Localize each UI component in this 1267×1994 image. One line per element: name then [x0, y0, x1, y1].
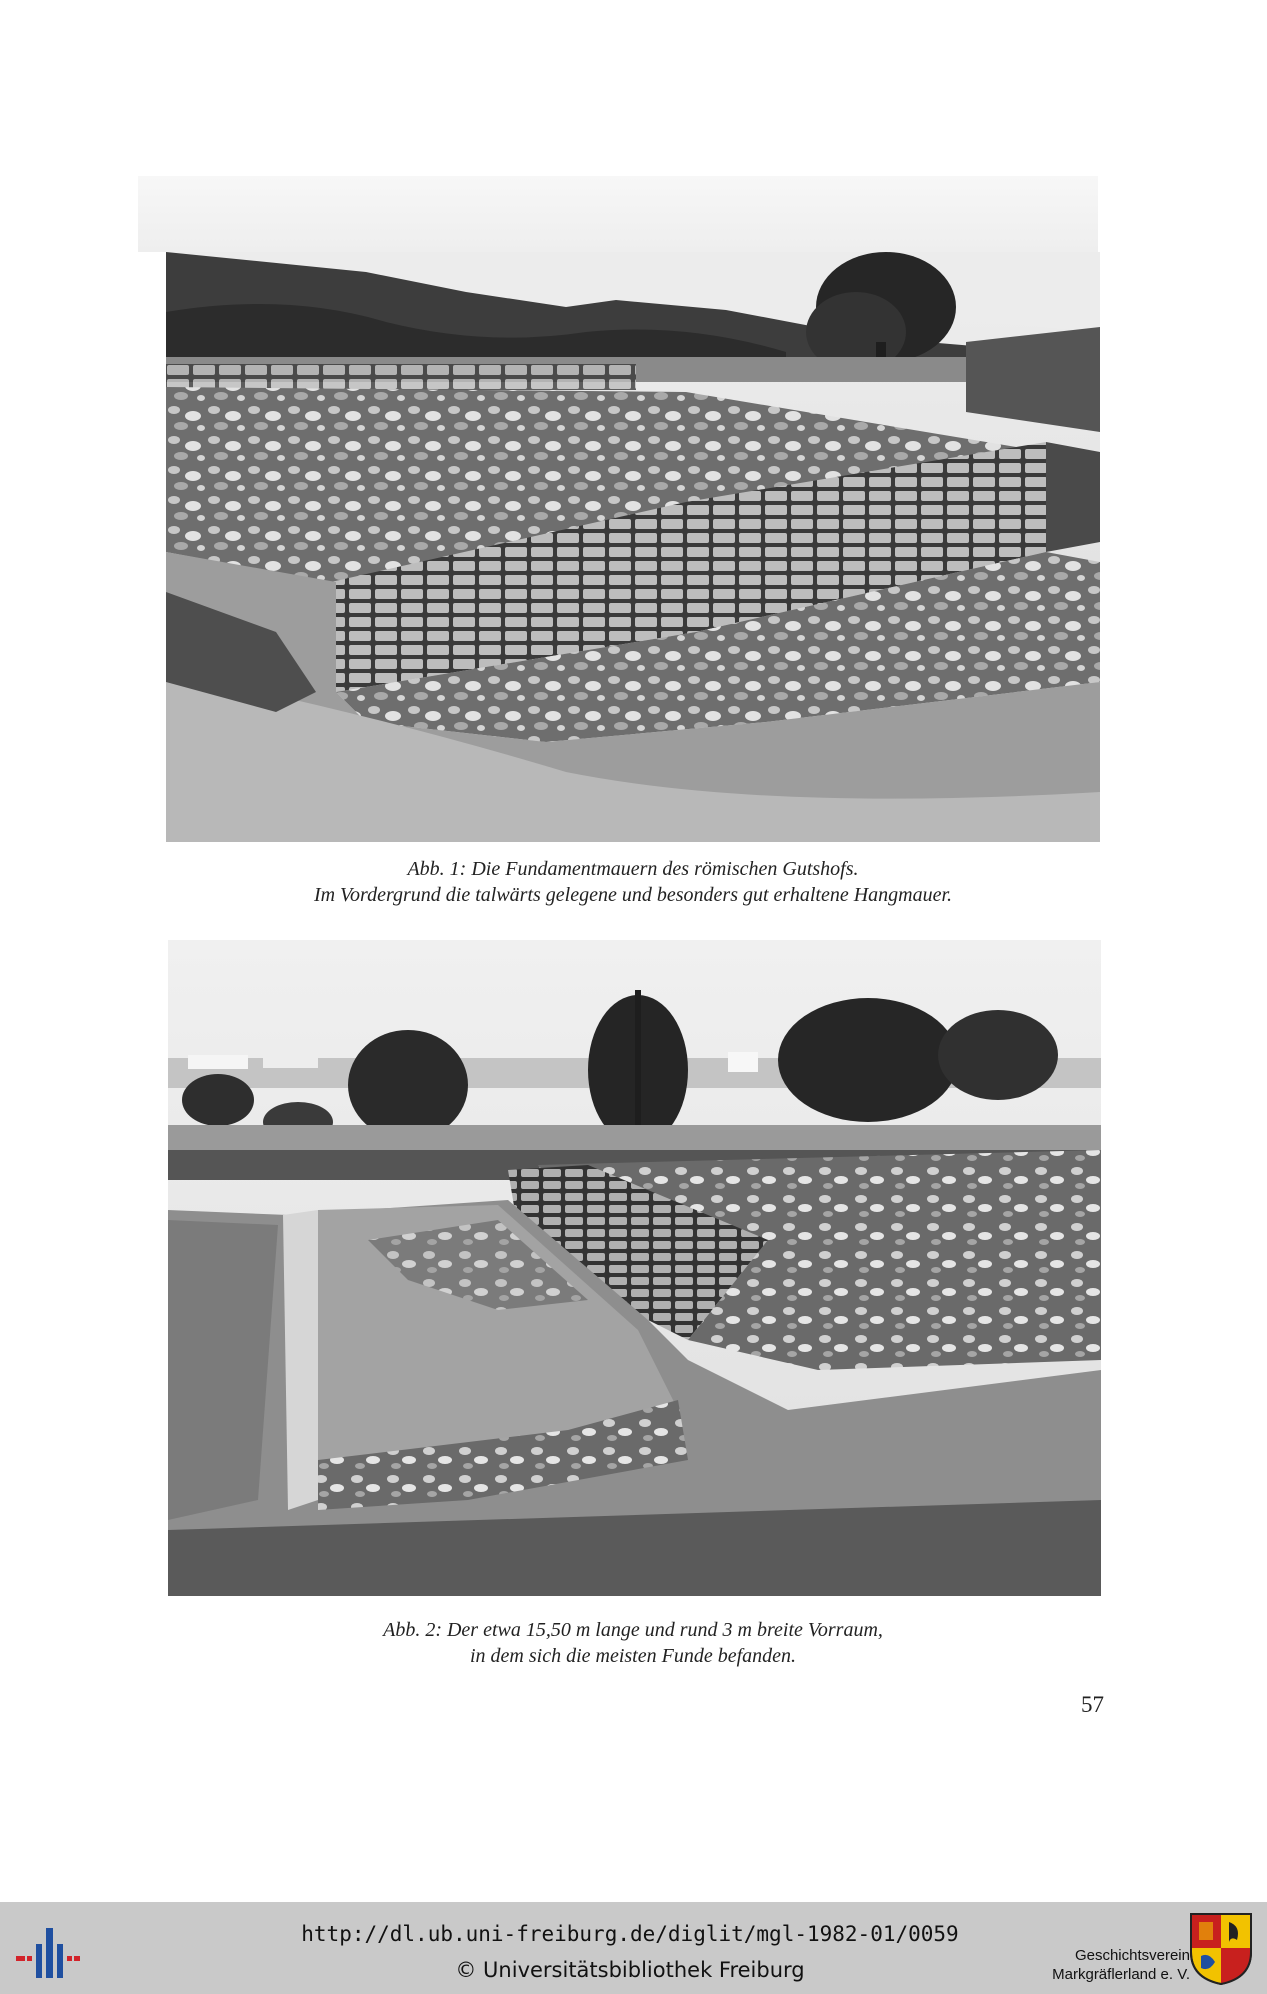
ub-freiburg-logo-icon — [16, 1920, 80, 1984]
copyright-text: © Universitätsbibliothek Freiburg — [455, 1958, 805, 1982]
figure-2-caption-line-2: in dem sich die meisten Funde befanden. — [469, 1645, 797, 1667]
footer-bar — [0, 1902, 1267, 1994]
society-name — [990, 1946, 1190, 1984]
coat-of-arms-icon — [1189, 1912, 1253, 1986]
page-number: 57 — [1081, 1692, 1104, 1717]
photo-vestibule — [168, 940, 1101, 1596]
figure-2-caption — [166, 1617, 1100, 1669]
figure-1-caption-line-1: Abb. 1: Die Fundamentmauern des römischen Gutshofs. — [407, 858, 859, 880]
figure-2-caption-line-1: Abb. 2: Der etwa 15,50 m lange und rund 3 m breite Vorraum, — [383, 1619, 883, 1641]
photo-foundation-walls — [166, 252, 1100, 842]
scan-shadow — [138, 176, 1098, 252]
society-name-line-2: Markgräflerland e. V. — [1052, 1966, 1190, 1983]
document-url-link[interactable]: http://dl.ub.uni-freiburg.de/diglit/mgl-1982-01/0059 — [301, 1922, 959, 1946]
figure-1-caption-line-2: Im Vordergrund die talwärts gelegene und besonders gut erhaltene Hangmauer. — [313, 884, 953, 906]
society-name-line-1: Geschichtsverein — [1074, 1947, 1190, 1964]
figure-1-caption — [166, 856, 1100, 908]
